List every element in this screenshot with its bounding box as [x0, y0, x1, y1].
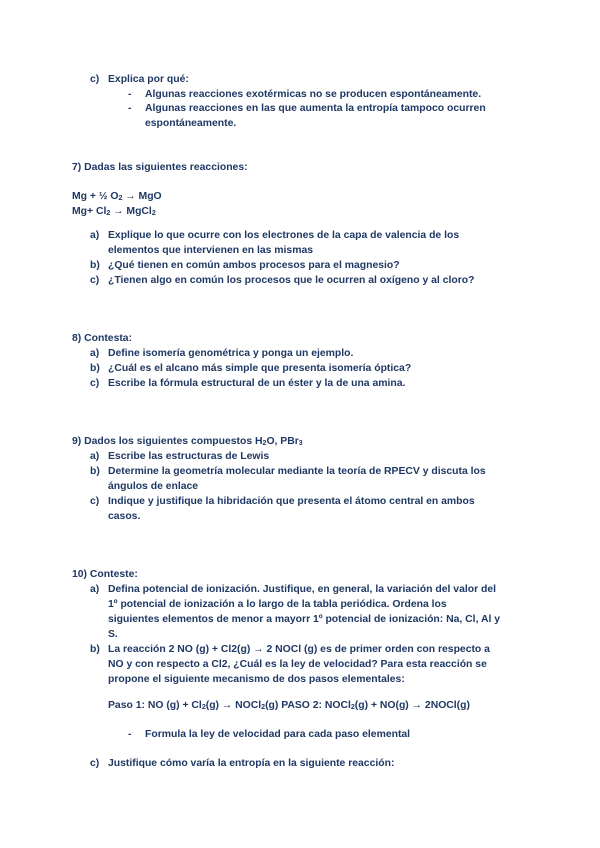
item-text: ¿Tienen algo en común los procesos que le ocurren al oxígeno y al cloro?: [108, 275, 475, 286]
item-label-a: a): [90, 451, 100, 462]
reaction-1: [72, 189, 162, 204]
item-text: NO y con respecto a Cl2, ¿Cuál es la ley de velocidad? Para esta reacción se: [108, 659, 487, 670]
step-text: Paso 1: NO (g) + Cl: [108, 700, 202, 711]
bullet-text: Formula la ley de velocidad para cada paso elemental: [145, 729, 411, 740]
subscript: 2: [262, 440, 267, 447]
bullet-text: Algunas reacciones exotérmicas no se producen espontáneamente.: [145, 89, 482, 100]
item-text: 1º potencial de ionización a lo largo de la tabla periódica. Ordena los: [108, 599, 447, 610]
item-label-b: b): [90, 363, 100, 374]
section-heading: 10) Conteste:: [72, 569, 138, 580]
bullet-text: espontáneamente.: [145, 118, 237, 129]
item-label-a: a): [90, 584, 100, 595]
step-text: (g) + NO(g) → 2NOCl(g): [354, 700, 470, 711]
item-text: elementos que intervienen en las mismas: [108, 245, 314, 256]
item-text: ¿Qué tienen en común ambos procesos para el magnesio?: [108, 260, 400, 271]
item-text: Justifique cómo varía la entropía en la siguiente reacción:: [108, 758, 395, 769]
bullet-dash: -: [128, 89, 132, 100]
subscript: 2: [201, 704, 206, 711]
bullet-dash: -: [128, 103, 132, 114]
item-text: Escribe la fórmula estructural de un éster y la de una amina.: [108, 378, 406, 389]
subscript: 2: [261, 704, 266, 711]
heading-text: O, PBr: [266, 436, 299, 447]
item-text: Determine la geometría molecular mediante la teoría de RPECV y discuta los: [108, 466, 486, 477]
reaction-text: Mg + ½ O: [72, 191, 119, 202]
reaction-text: → MgCl: [110, 206, 152, 217]
reaction-text: → MgO: [122, 191, 162, 202]
item-text: Define isomería genométrica y ponga un ejemplo.: [108, 348, 354, 359]
section-heading: [72, 434, 303, 449]
step-text: (g) → NOCl: [205, 700, 262, 711]
item-text: casos.: [108, 511, 141, 522]
mechanism-steps: [108, 698, 470, 713]
subscript: 2: [118, 195, 123, 202]
bullet-text: Algunas reacciones en las que aumenta la entropía tampoco ocurren: [145, 103, 486, 114]
item-label-c: c): [90, 74, 100, 85]
item-label-b: b): [90, 260, 100, 271]
step-text: (g) PASO 2: NOCl: [265, 700, 351, 711]
item-label-b: b): [90, 466, 100, 477]
bullet-dash: -: [128, 729, 132, 740]
item-text: Escribe las estructuras de Lewis: [108, 451, 270, 462]
item-label-c: c): [90, 378, 100, 389]
item-text: Defina potencial de ionización. Justifique, en general, la variación del valor del: [108, 584, 497, 595]
item-text: ángulos de enlace: [108, 481, 199, 492]
subscript: 2: [151, 210, 156, 217]
item-text: S.: [108, 629, 118, 640]
subscript: 3: [298, 440, 303, 447]
item-text: Explica por qué:: [108, 74, 189, 85]
item-text: ¿Cuál es el alcano más simple que presenta isomería óptica?: [108, 363, 412, 374]
subscript: 2: [350, 704, 355, 711]
reaction-2: [72, 204, 156, 219]
item-text: propone el siguiente mecanismo de dos pasos elementales:: [108, 674, 405, 685]
item-label-c: c): [90, 275, 100, 286]
section-heading: 8) Contesta:: [72, 333, 133, 344]
item-label-a: a): [90, 348, 100, 359]
item-label-b: b): [90, 644, 100, 655]
subscript: 2: [106, 210, 111, 217]
reaction-text: Mg+ Cl: [72, 206, 107, 217]
item-label-c: c): [90, 496, 100, 507]
item-label-a: a): [90, 230, 100, 241]
item-text: Indique y justifique la hibridación que presenta el átomo central en ambos: [108, 496, 475, 507]
section-heading: 7) Dadas las siguientes reacciones:: [72, 162, 248, 173]
item-text: Explique lo que ocurre con los electrones de la capa de valencia de los: [108, 230, 460, 241]
item-label-c: c): [90, 758, 100, 769]
item-text: La reacción 2 NO (g) + Cl2(g) → 2 NOCl (g) es de primer orden con respecto a: [108, 644, 490, 655]
heading-text: 9) Dados los siguientes compuestos H: [72, 436, 263, 447]
item-text: siguientes elementos de menor a mayorr 1º potencial de ionización: Na, Cl, Al y: [108, 614, 501, 625]
